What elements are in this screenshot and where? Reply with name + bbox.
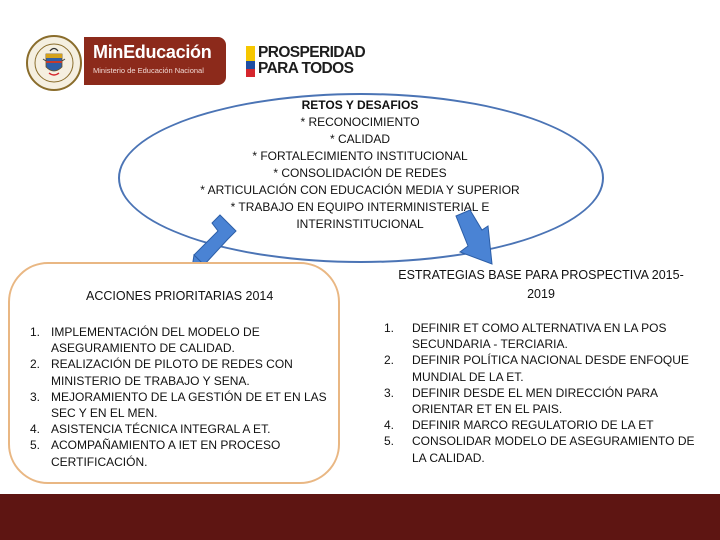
- footer-band: [0, 494, 720, 540]
- list-item: 5. ACOMPAÑAMIENTO A IET EN PROCESO CERTIFICACIÓN.: [30, 438, 281, 469]
- strategies-title: ESTRATEGIAS BASE PARA PROSPECTIVA 2015- 2019: [398, 268, 684, 301]
- list-item: 3. DEFINIR DESDE EL MEN DIRECCIÓN PARA ORIENTAR ET EN EL PAIS.: [384, 385, 659, 417]
- ministry-name: MinEducación: [93, 42, 212, 62]
- challenge-item: * FORTALECIMIENTO INSTITUCIONAL: [252, 149, 468, 163]
- slogan-line1: PROSPERIDAD: [258, 44, 366, 61]
- priority-actions-list: [30, 324, 330, 470]
- list-item: 4. DEFINIR MARCO REGULATORIO DE LA ET: [384, 418, 654, 433]
- ministry-logo: [84, 37, 226, 85]
- list-item: 2. REALIZACIÓN DE PILOTO DE REDES CON MINISTERIO DE TRABAJO Y SENA.: [30, 357, 293, 388]
- challenge-item: * RECONOCIMIENTO: [300, 115, 420, 129]
- challenge-item: * TRABAJO EN EQUIPO INTERMINISTERIAL E: [230, 200, 490, 214]
- list-item: 1. IMPLEMENTACIÓN DEL MODELO DE ASEGURAMIENTO DE CALIDAD.: [30, 325, 260, 356]
- list-item: 1. DEFINIR ET COMO ALTERNATIVA EN LA POS SECUNDARIA - TERCIARIA.: [384, 321, 667, 352]
- colombia-seal-logo: [26, 35, 82, 91]
- priority-actions-title: ACCIONES PRIORITARIAS 2014: [86, 289, 274, 303]
- right-down-arrow-icon: [448, 208, 508, 270]
- list-item: 4. ASISTENCIA TÉCNICA INTEGRAL A ET.: [30, 422, 271, 437]
- challenge-item: * CONSOLIDACIÓN DE REDES: [273, 166, 447, 180]
- flag-bar-icon: [246, 46, 255, 77]
- list-item: 2. DEFINIR POLÍTICA NACIONAL DESDE ENFOQUE MUNDIAL DE LA ET.: [384, 353, 689, 384]
- prosperidad-logo: [246, 45, 376, 79]
- challenges-title: RETOS Y DESAFIOS: [301, 98, 419, 112]
- challenge-item: * CALIDAD: [329, 132, 391, 146]
- coat-of-arms-icon: [28, 37, 80, 89]
- challenge-item: INTERINSTITUCIONAL: [296, 217, 424, 231]
- list-item: 5. CONSOLIDAR MODELO DE ASEGURAMIENTO DE LA CALIDAD.: [384, 434, 695, 465]
- list-item: 3. MEJORAMIENTO DE LA GESTIÓN DE ET EN LAS SEC Y EN EL MEN.: [30, 389, 327, 421]
- ministry-subtitle: Ministerio de Educación Nacional: [93, 66, 204, 75]
- slogan-line2: PARA TODOS: [258, 60, 354, 77]
- challenge-item: * ARTICULACIÓN CON EDUCACIÓN MEDIA Y SUPERIOR: [200, 183, 520, 197]
- left-down-arrow-icon: [190, 210, 250, 270]
- strategies-list: [384, 320, 702, 466]
